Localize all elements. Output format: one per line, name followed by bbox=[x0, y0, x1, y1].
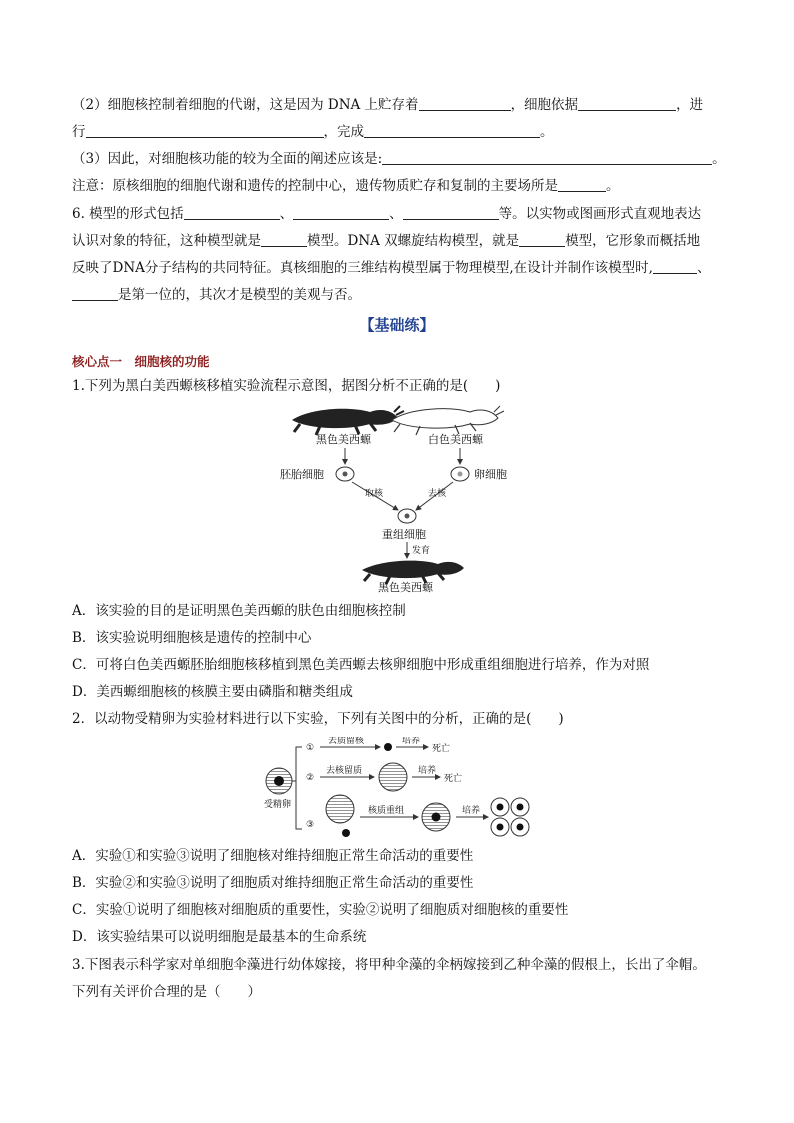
row2-result: 死亡 bbox=[444, 774, 463, 784]
text: 模型，它形象而概括地 bbox=[565, 233, 701, 249]
answer-blank[interactable] bbox=[72, 286, 118, 301]
row1-action: 去质留核 bbox=[328, 737, 365, 746]
q1-stem: 1.下列为黑白美西螈核移植实验流程示意图，据图分析不正确的是( ) bbox=[72, 378, 501, 394]
answer-blank[interactable] bbox=[364, 123, 540, 138]
answer-blank[interactable] bbox=[184, 205, 280, 220]
text: 。 bbox=[712, 151, 726, 167]
text: （2）细胞核控制着细胞的代谢，这是因为 DNA 上贮存着 bbox=[72, 97, 419, 113]
black-axolotl-icon bbox=[292, 406, 404, 435]
answer-blank[interactable] bbox=[86, 123, 324, 138]
answer-blank[interactable] bbox=[382, 150, 712, 165]
q6-line3 bbox=[72, 259, 710, 277]
remove-nucleus-label: 去核 bbox=[428, 489, 447, 499]
row3-culture: 培养 bbox=[462, 806, 481, 816]
answer-blank[interactable] bbox=[519, 232, 565, 247]
enucleated-cell bbox=[379, 763, 407, 791]
core-point-title: 核心点一 细胞核的功能 bbox=[72, 354, 210, 369]
text: 6. 模型的形式包括 bbox=[72, 206, 184, 222]
q1-option-a[interactable]: A．该实验的目的是证明黑色美西螈的肤色由细胞核控制 bbox=[72, 603, 406, 619]
text: 行 bbox=[72, 124, 86, 140]
isolated-nucleus bbox=[384, 743, 392, 751]
answer-blank[interactable] bbox=[403, 205, 499, 220]
text: ，完成 bbox=[323, 124, 364, 140]
q1-option-d[interactable]: D．美西螈细胞核的核膜主要由磷脂和糖类组成 bbox=[72, 684, 353, 700]
divided-cells bbox=[491, 798, 529, 836]
answer-blank[interactable] bbox=[558, 177, 606, 192]
nucleus bbox=[458, 472, 463, 477]
nucleus bbox=[405, 514, 410, 519]
text: 、 bbox=[696, 260, 711, 276]
q2-option-b[interactable]: B．实验②和实验③说明了细胞质对维持细胞正常生命活动的重要性 bbox=[72, 875, 474, 891]
answer-blank[interactable] bbox=[261, 232, 307, 247]
q6-line4 bbox=[72, 286, 361, 304]
nucleus bbox=[343, 472, 348, 477]
zygote-label: 受精卵 bbox=[264, 800, 292, 810]
q2-stem: 2．以动物受精卵为实验材料进行以下实验，下列有关图中的分析，正确的是( ) bbox=[72, 711, 564, 727]
text: 认识对象的特征，这种模型就是 bbox=[72, 233, 261, 249]
row3-action: 核质重组 bbox=[368, 806, 405, 816]
section-heading: 【基础练】 bbox=[359, 316, 435, 334]
row1-result: 死亡 bbox=[432, 744, 451, 754]
q3-stem-line2: 下列有关评价合理的是（ ） bbox=[72, 984, 261, 1000]
q1-option-c[interactable]: C．可将白色美西螈胚胎细胞核移植到黑色美西螈去核卵细胞中形成重组细胞进行培养，作为对照 bbox=[72, 657, 650, 673]
text: 。 bbox=[540, 124, 554, 140]
develop-label: 发育 bbox=[412, 546, 431, 556]
row2-culture: 培养 bbox=[418, 766, 437, 776]
result-axolotl-label: 黑色美西螈 bbox=[378, 581, 433, 594]
text: 是第一位的，其次才是模型的美观与否。 bbox=[118, 287, 361, 303]
q6-line2 bbox=[72, 232, 700, 250]
nucleus bbox=[274, 776, 284, 786]
zygote-experiment-figure bbox=[262, 737, 534, 841]
q2-option-a[interactable]: A．实验①和实验③说明了细胞核对维持细胞正常生命活动的重要性 bbox=[72, 848, 474, 864]
text: 。 bbox=[606, 178, 620, 194]
text: 注意：原核细胞的细胞代谢和遗传的控制中心，遗传物质贮存和复制的主要场所是 bbox=[72, 178, 558, 194]
q2-line1 bbox=[72, 96, 703, 114]
row2-action: 去核留质 bbox=[326, 766, 363, 776]
black-axolotl-label: 黑色美西螈 bbox=[316, 433, 371, 446]
text: （3）因此，对细胞核功能的较为全面的阐述应该是: bbox=[72, 151, 383, 167]
recombined-cell-label: 重组细胞 bbox=[382, 528, 426, 541]
q6-line1 bbox=[72, 205, 701, 223]
q3-line bbox=[72, 150, 726, 168]
white-axolotl-icon bbox=[392, 406, 504, 435]
row1-number: ① bbox=[306, 743, 315, 753]
q2-option-c[interactable]: C．实验①说明了细胞核对细胞质的重要性，实验②说明了细胞质对细胞核的重要性 bbox=[72, 902, 569, 918]
q1-option-b[interactable]: B．该实验说明细胞核是遗传的控制中心 bbox=[72, 630, 312, 646]
answer-blank[interactable] bbox=[419, 96, 511, 111]
answer-blank[interactable] bbox=[578, 96, 676, 111]
text: 反映了DNA分子结构的共同特征。真核细胞的三维结构模型属于物理模型,在设计并制作该模型时, bbox=[72, 260, 653, 276]
text: 模型。DNA 双螺旋结构模型，就是 bbox=[307, 233, 520, 249]
axolotl-transplant-figure bbox=[270, 398, 530, 594]
white-axolotl-label: 白色美西螈 bbox=[428, 433, 483, 446]
isolated-nucleus bbox=[342, 829, 350, 837]
answer-blank[interactable] bbox=[653, 259, 697, 274]
text: 、 bbox=[279, 206, 294, 222]
take-nucleus-label: 取核 bbox=[365, 489, 384, 499]
row1-culture: 培养 bbox=[402, 737, 421, 746]
text: ，进 bbox=[676, 97, 704, 113]
nucleus bbox=[432, 813, 441, 822]
row2-number: ② bbox=[306, 773, 315, 783]
text: 等。以实物或图画形式直观地表达 bbox=[498, 206, 702, 222]
text: ，细胞依据 bbox=[510, 97, 579, 113]
q3-stem-line1: 3.下图表示科学家对单细胞伞藻进行幼体嫁接，将甲种伞藻的伞柄嫁接到乙种伞藻的假根上，长出了伞帽。 bbox=[72, 957, 706, 973]
q2-option-d[interactable]: D．该实验结果可以说明细胞是最基本的生命系统 bbox=[72, 929, 367, 945]
egg-cell-label: 卵细胞 bbox=[474, 468, 507, 481]
q2-line2 bbox=[72, 123, 554, 141]
text: 、 bbox=[389, 206, 403, 222]
answer-blank[interactable] bbox=[293, 205, 389, 220]
row3-number: ③ bbox=[306, 820, 315, 830]
enucleated-cell bbox=[326, 795, 354, 823]
note-line bbox=[72, 177, 620, 195]
embryo-cell-label: 胚胎细胞 bbox=[280, 468, 324, 481]
